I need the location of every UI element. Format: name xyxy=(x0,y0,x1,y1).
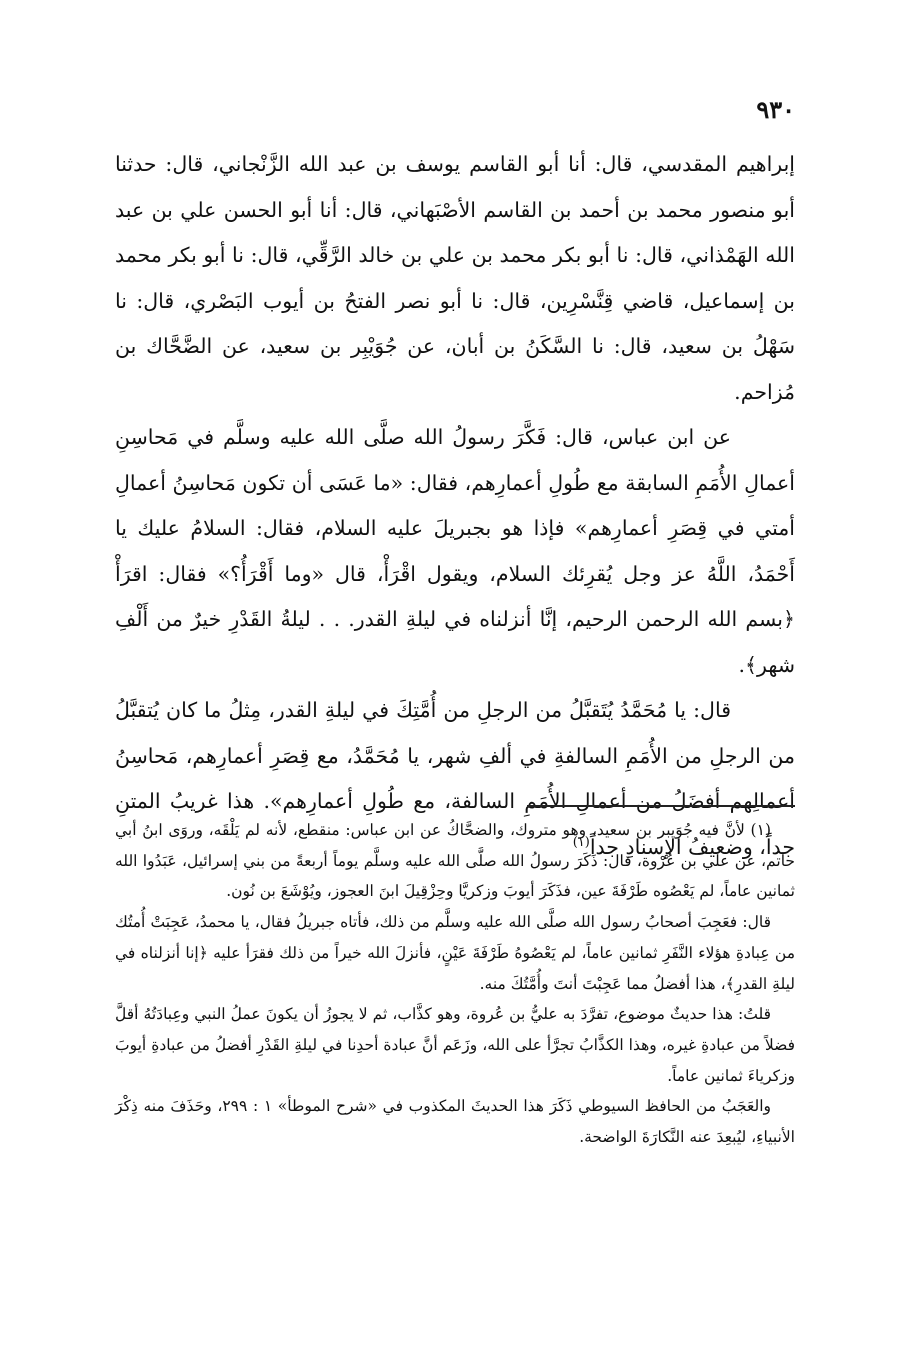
footnote-paragraph-2: قال: فعَجِبَ أصحابُ رسول الله صلَّى الله عليه وسلَّم من ذلك، فأتاه جبريلُ فقال، يا محمدُ، عَجِبَتْ أُمتُك من عِبادةِ هؤلاء النَّفَرِ ثمانين عاماً، لم يَعْصُوهُ طَرْفَةَ عَيْنٍ، فأنزلَ الله خيراً من ذلك فقرَأ عليه ﴿إنا أنزلناه في ليلةِ القدرِ﴾، هذا أفضلُ مما عَجِبْتَ أنتَ وأُمَّتُكَ منه. xyxy=(115,913,795,993)
qala-text: قال: يا مُحَمَّدُ يُتَقبَّلُ من الرجلِ من أُمَّتِكَ في ليلةِ القدر، مِثلُ ما كان يُتقبَّلُ من الرجلِ من الأُمَمِ السالفةِ في ألفِ شهر، يا مُحَمَّدُ، مع قِصَرِ أعمارِهم، مَحاسِنُ أعمالِهم أفضَلُ من أعمالِ الأُمَمِ السالفة، مع طُولِ أعمارِهم». هذا غريبُ المتنِ جداً، وضعيفُ الإسنادِ جداً xyxy=(115,698,795,859)
footnote-1: (١) لأنَّ فيه جُوَيبر بن سعيد، وهو متروك، والضحَّاكُ عن ابن عباس: منقطع، لأنه لم يَلْقَه، وروَى ابنُ أبي حاتم، عن علي بن عُرْوة، قال: ذَكَرَ رسولُ الله صلَّى الله عليه وسلَّم يوماً أربعةً من بني إسرائيل، عَبَدُوا الله ثمانين عاماً، لم يَعْصُوه طَرْفَةَ عين، فذَكَرَ أيوبَ وزكريَّا وحِزْقِيلَ ابنَ العجوز، ويُوْشَعَ بن نُون. xyxy=(115,821,795,901)
isnad-paragraph: إبراهيم المقدسي، قال: أنا أبو القاسم يوسف بن عبد الله الزَّنْجاني، قال: حدثنا أبو منصور محمد بن أحمد بن القاسم الأصْبَهاني، قال: أنا أبو الحسن علي بن عبد الله الهَمْذاني، قال: نا أبو بكر محمد بن علي بن خالد الرَّقِّي، قال: نا أبو بكر محمد بن إسماعيل، قاضي قِنَّسْرِين، قال: نا أبو نصر الفتحُ بن أيوب البَصْري، قال: نا سَهْلُ بن سعيد، قال: نا السَّكَنُ بن أبان، عن جُوَيْبِر بن سعيد، عن الضَّحَّاك بن مُزاحم. xyxy=(115,152,795,404)
footnote-separator xyxy=(527,805,795,807)
footnote-reference: (١) xyxy=(572,834,590,850)
footnotes xyxy=(115,815,795,1153)
page-number: ٩٣٠ xyxy=(756,95,795,124)
hadith-paragraph: عن ابن عباس، قال: فَكَّرَ رسولُ الله صلَّى الله عليه وسلَّم في مَحاسِنِ أعمالِ الأُمَمِ السابقة مع طُولِ أعمارِهم، فقال: «ما عَسَى أن تكون مَحاسِنُ أعمالِ أمتي في قِصَرِ أعمارِهم» فإذا هو بجبريلَ عليه السلام، فقال: السلامُ عليك يا أَحْمَدُ، اللَّهُ عز وجل يُقرِئك السلام، ويقول اقْرَأْ، قال «وما أَقْرَأُ؟» فقال: اقرَأْ ﴿بسم الله الرحمن الرحيم، إنَّا أنزلناه في ليلةِ القدر. . . ليلةُ القَدْرِ خيرٌ من أَلْفِ شهر﴾. xyxy=(115,425,795,677)
footnote-paragraph-4: والعَجَبُ من الحافظ السيوطي ذَكَرَ هذا الحديثَ المكذوب في «شرح الموطأ» ١ : ٢٩٩، وحَذَفَ منه ذِكْرَ الأنبياءِ، ليُبعِدَ عنه النَّكارَةَ الواضحة. xyxy=(115,1097,795,1147)
footnote-paragraph-3: قلتُ: هذا حديثٌ موضوع، تفرَّدَ به عليُّ بن عُروة، وهو كذَّاب، ثم لا يجوزُ أن يكونَ عملُ النبي وعِبادَتُهُ أقلَّ فضلاً من عبادةِ غيره، وهذا الكذَّابُ تجرَّأ على الله، وزَعَم أنَّ عبادة أحدِنا في ليلةِ القَدْرِ أفضلُ من عبادةِ أيوبَ وزكرياءَ ثمانين عاماً. xyxy=(115,1005,795,1085)
main-text xyxy=(115,142,795,870)
